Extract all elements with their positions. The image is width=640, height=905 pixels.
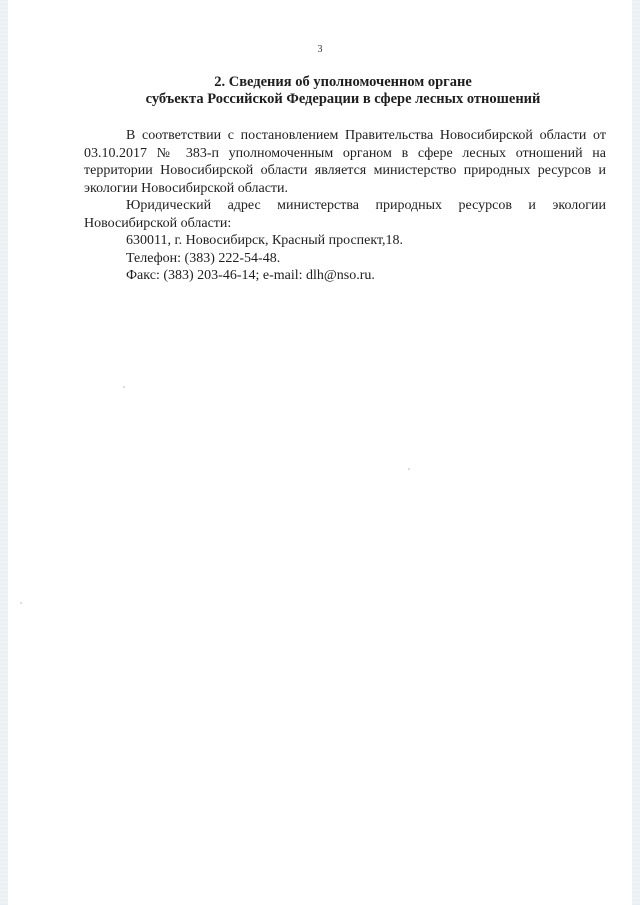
scan-edge-left xyxy=(0,0,8,905)
section-heading xyxy=(78,74,608,108)
scan-speck xyxy=(408,468,410,470)
paragraph-legal-address: Юридический адрес министерства природных ресурсов и экологии Новосибирской области: xyxy=(84,198,606,231)
scan-edge-right xyxy=(632,0,640,905)
phone-line: Телефон: (383) 222-54-48. xyxy=(126,250,281,266)
document-page xyxy=(8,0,632,905)
scan-speck xyxy=(123,386,125,388)
paragraph-authority: В соответствии с постановлением Правительства Новосибирской области от 03.10.2017 № 383-п уполномоченным органом в сфере лесных отношений на территории Новосибирской области является министерство природных ресурсов и экологии Новосибирской области. xyxy=(84,128,606,196)
address-line: 630011, г. Новосибирск, Красный проспект,18. xyxy=(126,233,404,248)
scan-speck xyxy=(20,602,22,604)
section-heading-line-2: субъекта Российской Федерации в сфере лесных отношений xyxy=(145,91,541,107)
section-heading-line-1: 2. Сведения об уполномоченном органе xyxy=(214,74,472,90)
fax-email-line: Факс: (383) 203-46-14; e-mail: dlh@nso.ru. xyxy=(126,268,375,283)
document-body xyxy=(84,127,606,285)
page-number: 3 xyxy=(317,44,323,55)
